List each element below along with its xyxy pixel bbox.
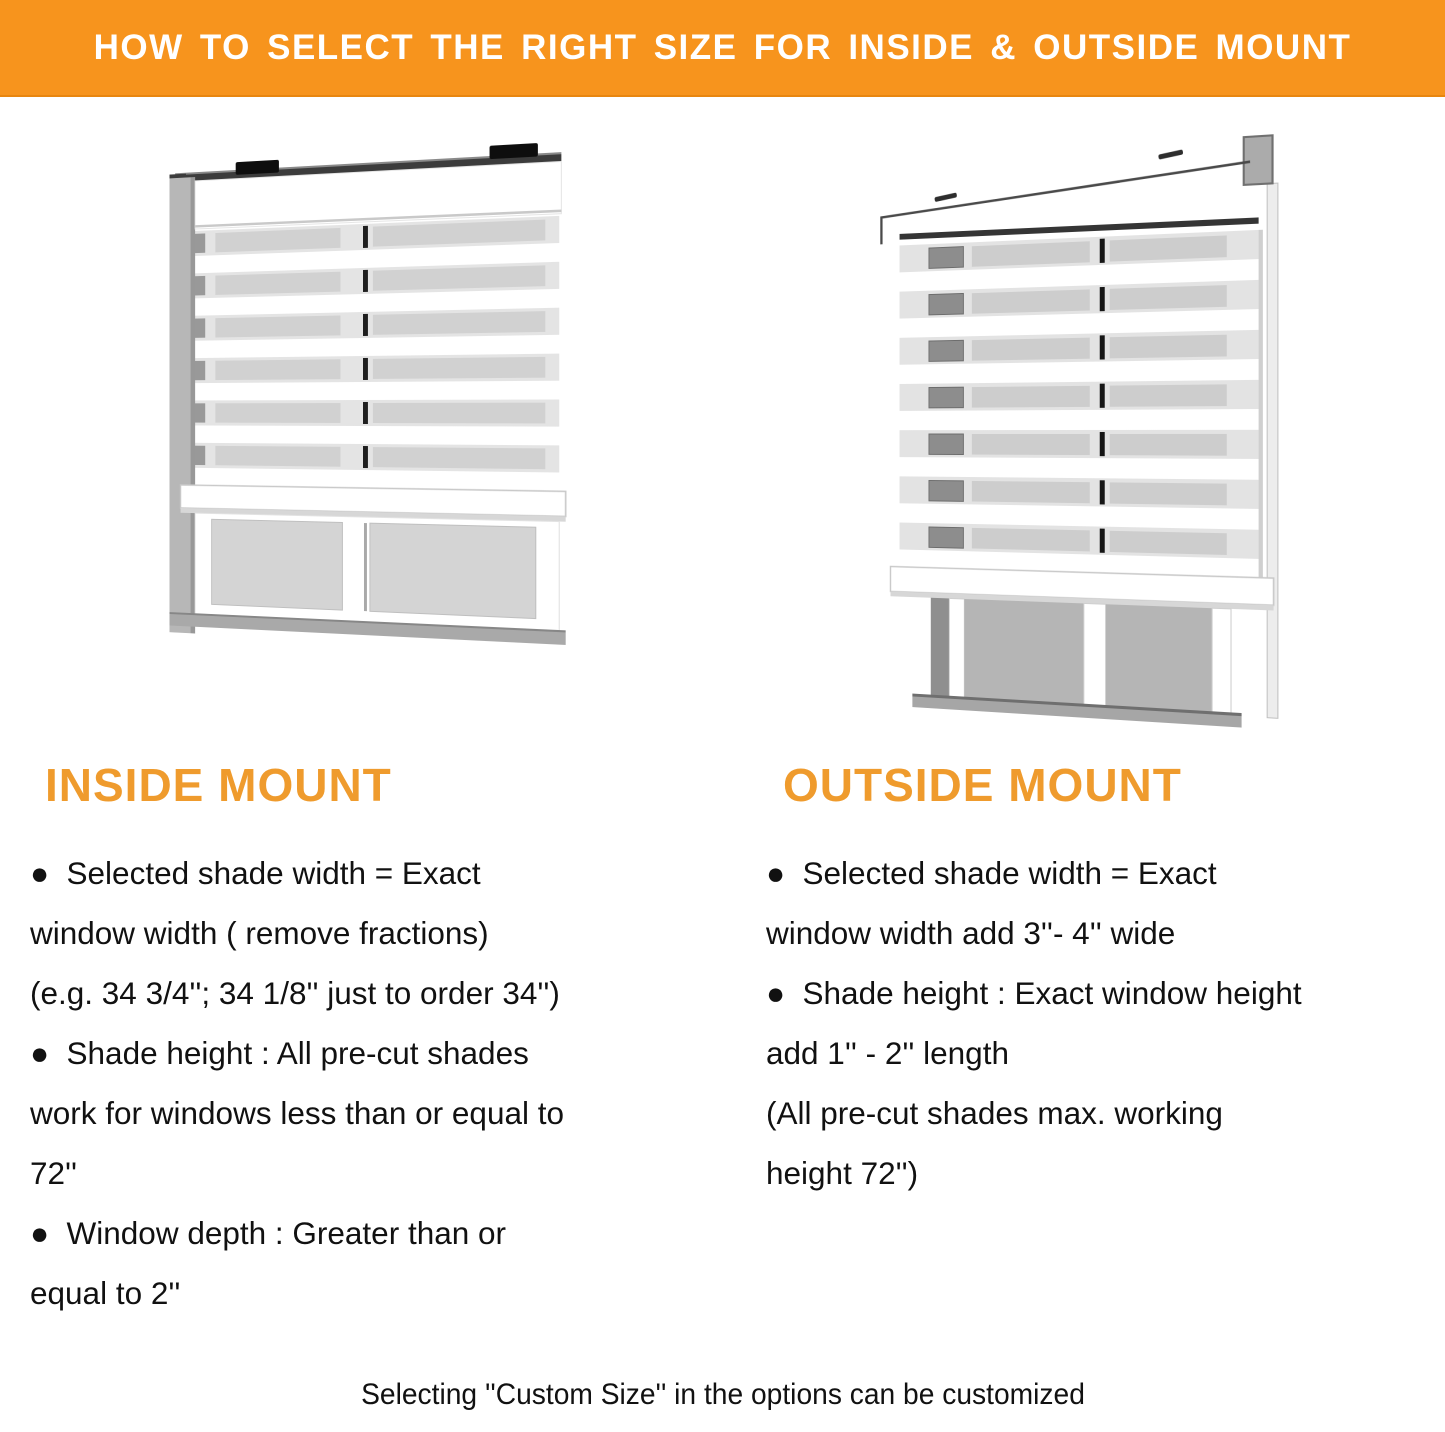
instruction-line: equal to 2'' xyxy=(30,1275,181,1311)
instruction-line: ● Selected shade width = Exact xyxy=(30,855,481,891)
instruction-line: ● Window depth : Greater than or xyxy=(30,1215,507,1251)
sheer-band xyxy=(900,430,1263,459)
zebra-blind xyxy=(900,230,1263,580)
footer-note: Selecting ''Custom Size'' in the options can be customized xyxy=(360,1378,1085,1411)
inside-mount-heading: INSIDE MOUNT xyxy=(45,759,392,811)
window-jamb xyxy=(170,173,195,633)
instruction-line: (All pre-cut shades max. working xyxy=(766,1095,1223,1131)
instruction-line: add 1'' - 2'' length xyxy=(766,1035,1009,1071)
wall-screw-mark xyxy=(934,192,957,202)
instruction-line: height 72'') xyxy=(766,1155,919,1191)
instruction-line: window width add 3''- 4'' wide xyxy=(766,915,1176,951)
sheer-band xyxy=(900,476,1263,509)
window-mullion xyxy=(1084,603,1106,707)
window-pane xyxy=(964,599,1084,704)
inside-mount-illustration xyxy=(158,152,568,672)
outside-mount-heading: OUTSIDE MOUNT xyxy=(783,759,1182,811)
wall-screw-mark xyxy=(1158,149,1183,159)
mounting-clip xyxy=(490,143,538,159)
instruction-line: window width ( remove fractions) xyxy=(30,915,489,951)
window-jamb xyxy=(931,598,950,702)
sheer-band xyxy=(195,399,559,426)
banner xyxy=(0,0,1445,97)
footer-note-row xyxy=(0,1378,1445,1412)
window-mullion xyxy=(364,523,367,611)
banner-title: HOW TO SELECT THE RIGHT SIZE FOR INSIDE & OUTSIDE MOUNT xyxy=(93,27,1352,67)
outside-mount-illustration xyxy=(866,142,1278,727)
sheer-band xyxy=(900,330,1263,365)
window-lower-half xyxy=(195,513,559,631)
outside-mount-instructions xyxy=(766,843,1442,1203)
inside-mount-window-drawing xyxy=(170,140,575,684)
window-pane xyxy=(370,523,536,618)
sheer-band xyxy=(900,280,1263,319)
sheer-band xyxy=(195,262,559,299)
sheer-band xyxy=(900,523,1263,560)
instruction-line: ● Shade height : All pre-cut shades xyxy=(30,1035,529,1071)
instruction-line: 72'' xyxy=(30,1155,78,1191)
window-pane xyxy=(212,519,343,610)
window-pane xyxy=(1106,604,1212,711)
wall-bracket xyxy=(1244,135,1273,185)
mounting-clip xyxy=(236,160,279,175)
window-side-frame xyxy=(1267,183,1278,718)
zebra-blind xyxy=(195,216,559,473)
instruction-line: (e.g. 34 3/4''; 34 1/8'' just to order 34'') xyxy=(30,975,560,1011)
instruction-line: ● Selected shade width = Exact xyxy=(766,855,1217,891)
sheer-band xyxy=(195,354,559,384)
sheer-band xyxy=(900,380,1263,411)
inside-mount-instructions xyxy=(30,843,735,1323)
sheer-band xyxy=(195,443,559,473)
outside-mount-window-drawing xyxy=(878,128,1285,740)
sheer-band xyxy=(195,308,559,341)
instruction-line: ● Shade height : Exact window height xyxy=(766,975,1302,1011)
instruction-line: work for windows less than or equal to xyxy=(30,1095,565,1131)
